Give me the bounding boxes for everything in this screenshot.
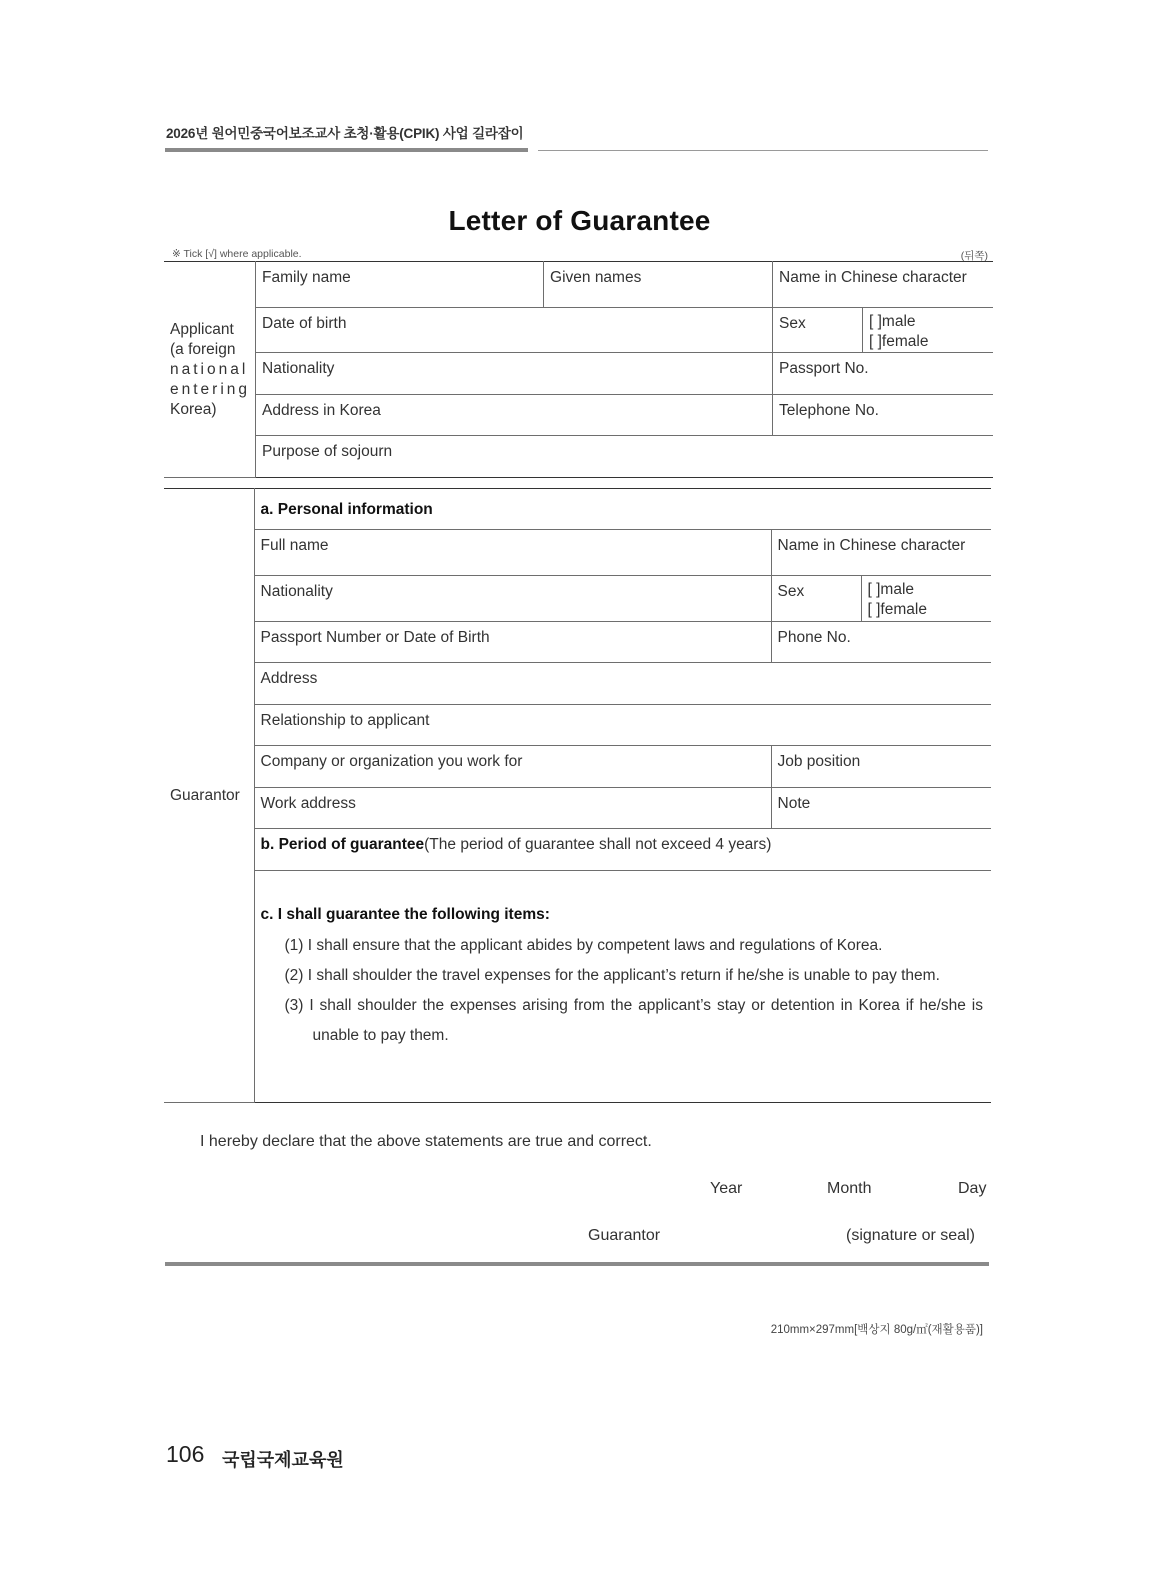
applicant-female-checkbox[interactable]: [ ]female (869, 333, 929, 350)
section-b-note: (The period of guarantee shall not exceed 4 years) (424, 836, 772, 853)
applicant-date-of-birth-field[interactable]: Date of birth (256, 308, 773, 353)
guarantor-note-field[interactable]: Note (771, 788, 991, 829)
guarantor-address-field[interactable]: Address (254, 663, 991, 705)
applicant-purpose-field[interactable]: Purpose of sojourn (256, 436, 993, 478)
section-b-period[interactable] (254, 829, 991, 871)
applicant-chinese-name-field[interactable]: Name in Chinese character (773, 262, 993, 308)
section-b-heading: b. Period of guarantee (260, 836, 425, 853)
signature-field[interactable]: (signature or seal) (846, 1227, 975, 1244)
applicant-sex-options[interactable] (863, 308, 993, 353)
header-rule-thick (165, 148, 528, 152)
applicant-telephone-field[interactable]: Telephone No. (773, 395, 993, 436)
declaration-statement: I hereby declare that the above statements are true and correct. (200, 1133, 652, 1150)
guarantor-label: Guarantor (164, 489, 254, 1103)
section-c-heading: c. I shall guarantee the following items: (260, 906, 550, 923)
guarantor-chinese-name-field[interactable]: Name in Chinese character (771, 530, 991, 576)
paper-spec: 210mm×297mm[백상지 80g/㎡(재활용품)] (770, 1324, 983, 1336)
applicant-sex-label: Sex (773, 308, 863, 353)
applicant-table (164, 261, 993, 478)
guarantor-sex-options[interactable] (861, 576, 991, 622)
section-a-heading: a. Personal information (254, 489, 991, 530)
running-header: 2026년 원어민중국어보조교사 초청·활용(CPIK) 사업 길라잡이 (166, 126, 524, 141)
applicant-address-field[interactable]: Address in Korea (256, 395, 773, 436)
year-field[interactable]: Year (710, 1180, 743, 1197)
applicant-label: Applicant (a foreign national entering Korea) (164, 262, 256, 478)
guarantee-item: (3) I shall shoulder the expenses arising from the applicant’s stay or detention in Korea if he/she is unable to pay them. (284, 997, 983, 1044)
guarantor-company-field[interactable]: Company or organization you work for (254, 746, 771, 788)
bottom-rule (165, 1262, 989, 1266)
guarantor-female-checkbox[interactable]: [ ]female (867, 601, 927, 618)
guarantor-phone-field[interactable]: Phone No. (771, 622, 991, 663)
applicant-nationality-field[interactable]: Nationality (256, 353, 773, 395)
publisher-name: 국립국제교육원 (222, 1450, 344, 1470)
guarantee-item: (2) I shall shoulder the travel expenses for the applicant’s return if he/she is unable to pay them. (284, 967, 940, 984)
section-c-block (254, 871, 991, 1103)
applicant-passport-field[interactable]: Passport No. (773, 353, 993, 395)
guarantee-items (261, 931, 984, 1051)
guarantor-table (164, 488, 991, 1103)
guarantor-job-position-field[interactable]: Job position (771, 746, 991, 788)
guarantor-full-name-field[interactable]: Full name (254, 530, 771, 576)
page-number: 106 (166, 1441, 205, 1467)
guarantor-work-address-field[interactable]: Work address (254, 788, 771, 829)
applicant-male-checkbox[interactable]: [ ]male (869, 313, 916, 330)
applicant-given-names-field[interactable]: Given names (544, 262, 773, 308)
month-field[interactable]: Month (827, 1180, 872, 1197)
guarantor-passport-dob-field[interactable]: Passport Number or Date of Birth (254, 622, 771, 663)
side-note: (뒤쪽) (960, 250, 988, 262)
header-rule-thin (538, 150, 988, 151)
day-field[interactable]: Day (958, 1180, 987, 1197)
guarantee-item: (1) I shall ensure that the applicant abides by competent laws and regulations of Korea. (284, 937, 883, 954)
guarantor-male-checkbox[interactable]: [ ]male (867, 581, 915, 598)
guarantor-nationality-field[interactable]: Nationality (254, 576, 771, 622)
applicant-family-name-field[interactable]: Family name (256, 262, 544, 308)
guarantor-relationship-field[interactable]: Relationship to applicant (254, 705, 991, 746)
guarantor-sex-label: Sex (771, 576, 861, 622)
guarantor-sign-label: Guarantor (588, 1227, 661, 1244)
form-title: Letter of Guarantee (448, 205, 711, 236)
tick-note: ※ Tick [√] where applicable. (172, 248, 302, 260)
